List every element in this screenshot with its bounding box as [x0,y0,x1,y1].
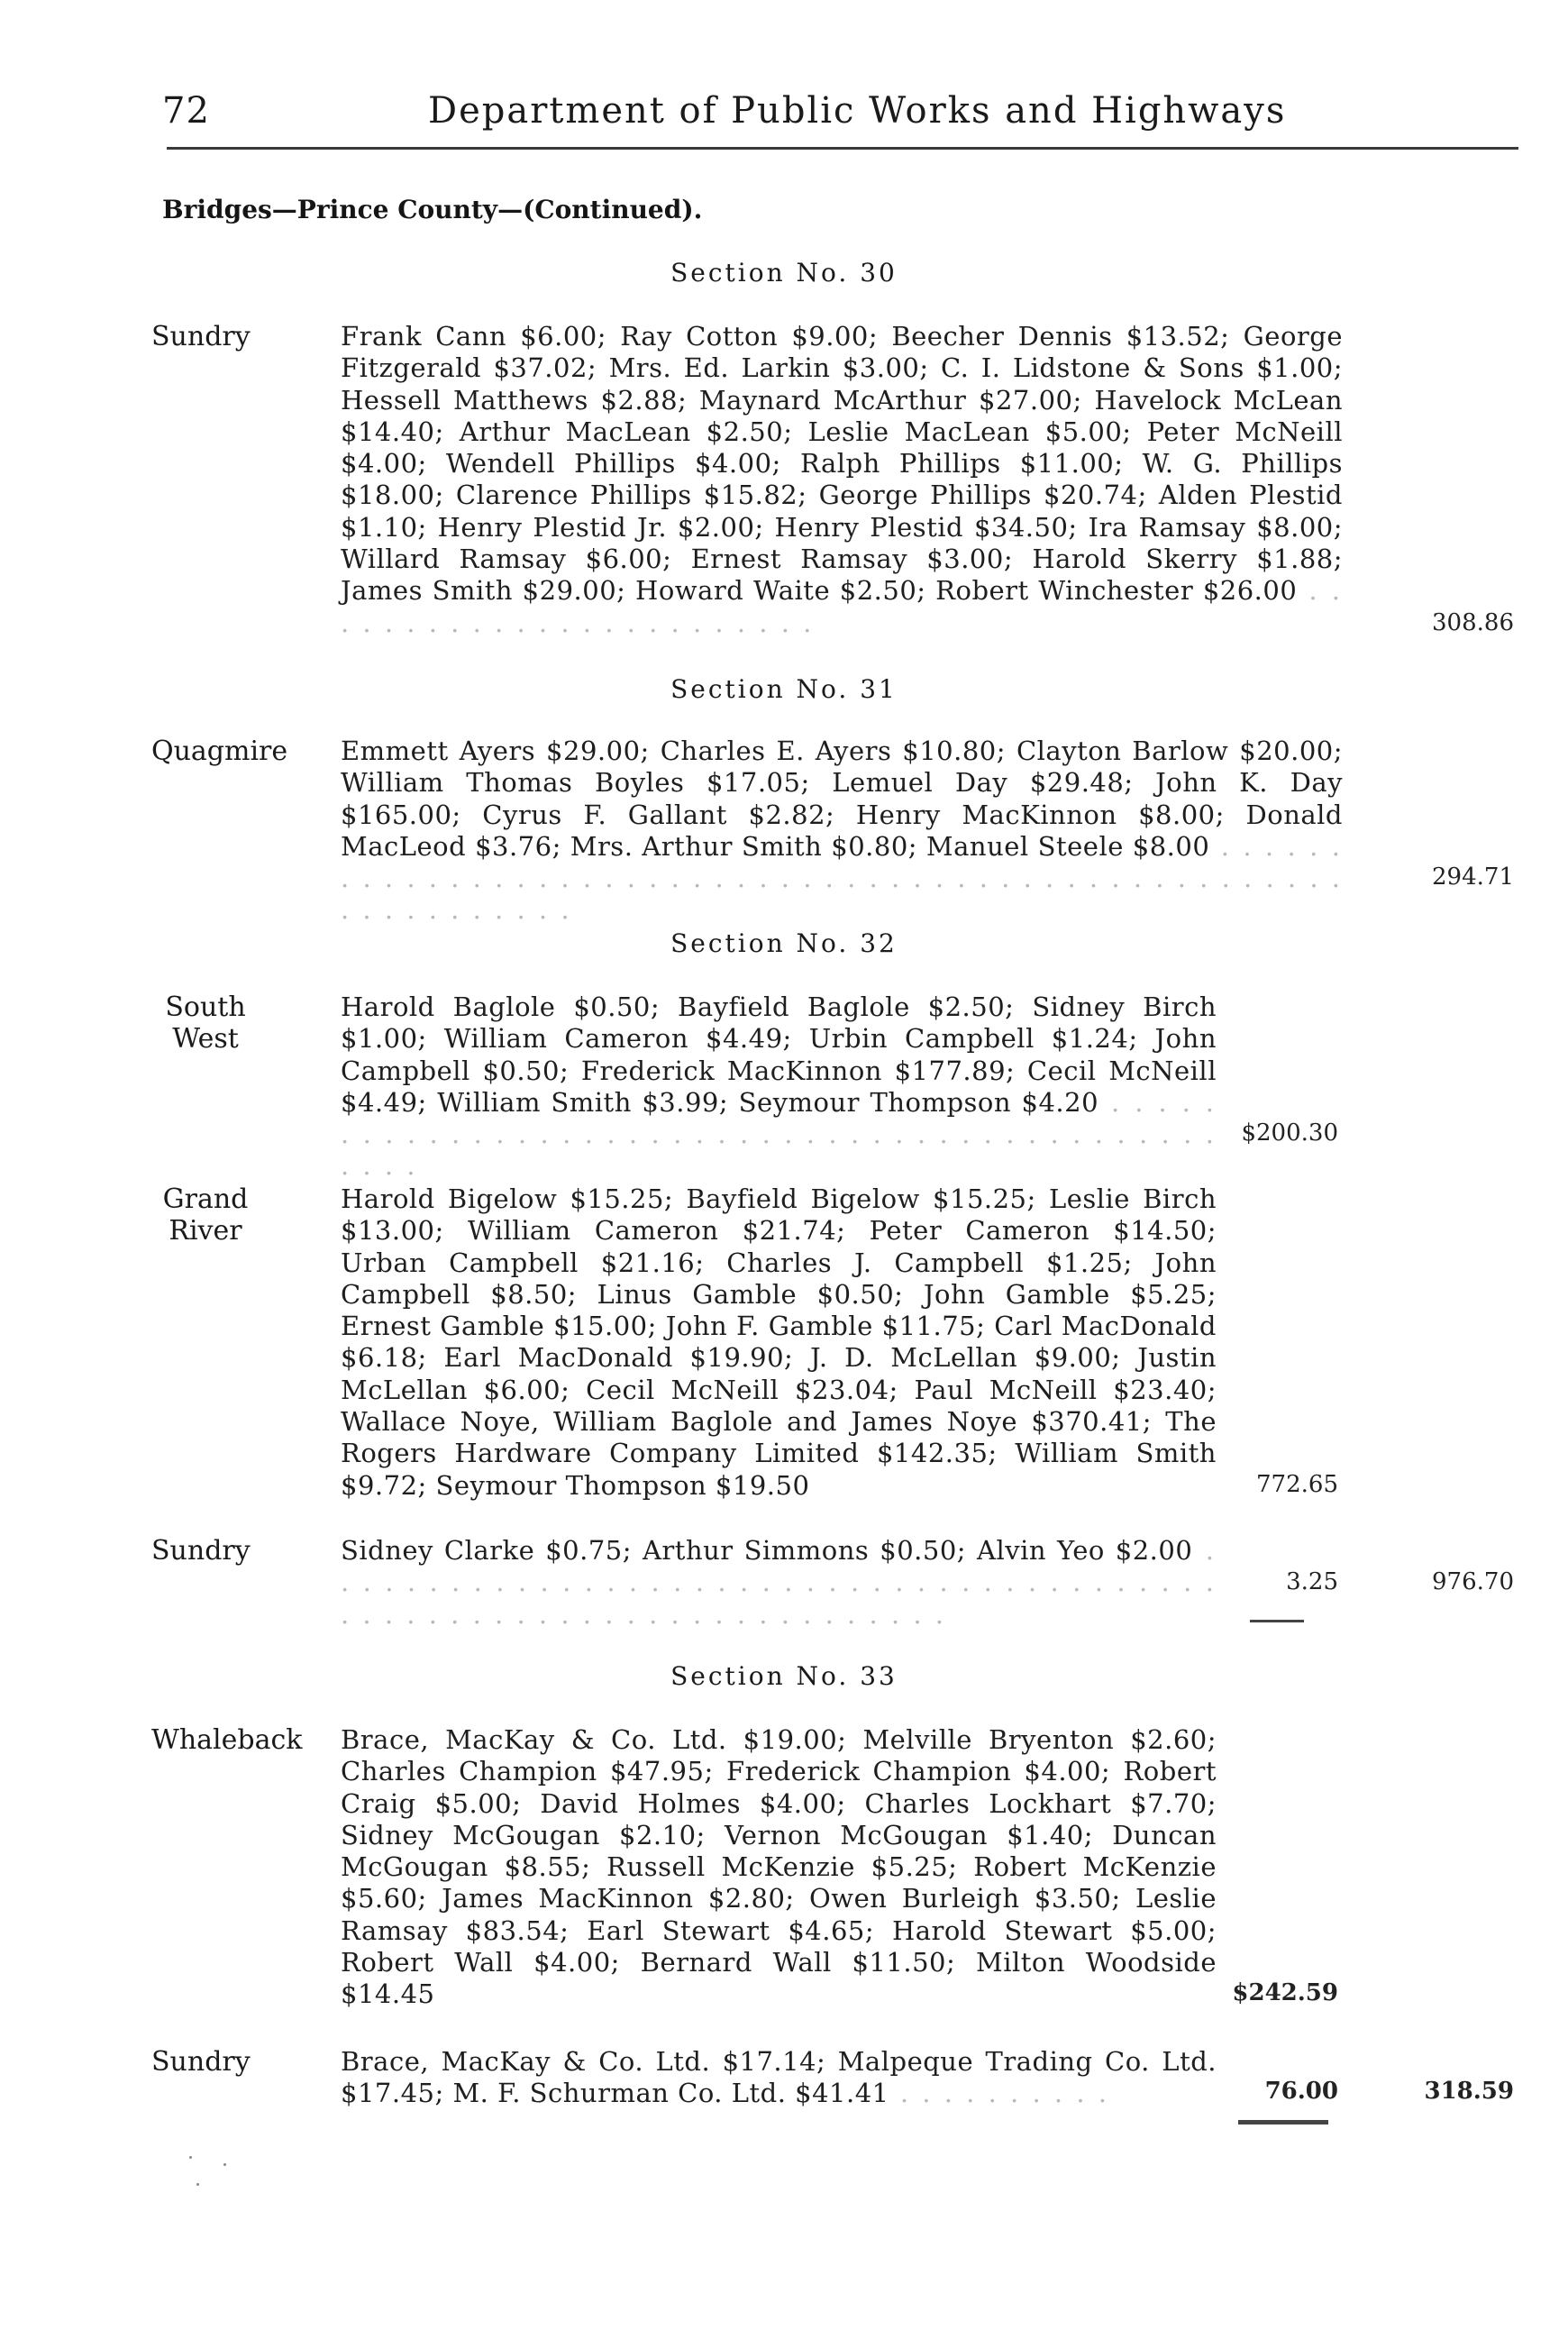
section-heading: Section No. 31 [670,674,898,704]
subtotal-amount: $200.30 [1241,1119,1338,1147]
page-header [162,90,1514,144]
leader-dots: . . . . . . . . . . . . . . . . . . . . . . . . . . . . . . . . . . . . . . . . . . . . . . . . . [341,1086,1217,1182]
location-label: Quagmire [151,736,288,767]
header-rule [167,147,1518,150]
running-title: Department of Public Works and Highways [428,90,1287,132]
location-label: Grand River [162,1183,249,1247]
payee-list: Brace, MacKay & Co. Ltd. $19.00; Melville Bryenton $2.60; Charles Champion $47.95; Frederick Champion $4.00; Robert Craig $5.00; David Holmes $4.00; Charles Lockhart $7.70; Sidney McGougan $2.10; Vernon McGougan $1.40; Duncan McGougan $8.55; Russell McKenzie $5.25; Robert McKenzie $5.60; James MacKinnon $2.80; Owen Burleigh $3.50; Leslie Ramsay $83.54; Earl Stewart $4.65; Harold Stewart $5.00; Robert Wall $4.00; Bernard Wall $11.50; Milton Woodside $14.45 [341,1724,1217,2010]
sum-rule [1250,1620,1304,1622]
leader-dots: . . . . . . . . . . . . . . . . . . . . . . . . . . . . . . . . . . . . . . . . . . . . . . . . . . . . . . . . . . . . . . . [341,830,1343,926]
leader-dots: . . . . . . . . . . . . . . . . . . . . . . . . [341,575,1343,638]
section-heading: Section No. 30 [670,258,898,288]
section-heading: Section No. 32 [670,928,898,958]
payee-list: Sidney Clarke $0.75; Arthur Simmons $0.50; Alvin Yeo $2.00 . . . . . . . . . . . . . . . . . . . . . . . . . . . . . . . . . . . . . . . . . . . . . . . . . . . . . . . . . . . . . . . . . . . . . [341,1535,1217,1630]
sum-rule [1238,2120,1328,2124]
page-number: 72 [162,90,210,132]
payee-list: Harold Bigelow $15.25; Bayfield Bigelow $15.25; Leslie Birch $13.00; William Cameron $21.74; Peter Cameron $14.50; Urban Campbell $21.16; Charles J. Campbell $1.25; John Campbell $8.50; Linus Gamble $0.50; John Gamble $5.25; Ernest Gamble $15.00; John F. Gamble $11.75; Carl MacDonald $6.18; Earl MacDonald $19.90; J. D. McLellan $9.00; Justin McLellan $6.00; Cecil McNeill $23.04; Paul McNeill $23.40; Wallace Noye, William Baglole and James Noye $370.41; The Rogers Hardware Company Limited $142.35; William Smith $9.72; Seymour Thompson $19.50 [341,1183,1217,1501]
payee-list: Harold Baglole $0.50; Bayfield Baglole $2.50; Sidney Birch $1.00; William Cameron $4.49; Urbin Campbell $1.24; John Campbell $0.50; Frederick MacKinnon $177.89; Cecil McNeill $4.49; William Smith $3.99; Seymour Thompson $4.20 . . . . . . . . . . . . . . . . . . . . . . . . . . . . . . . . . . . . . . . . . . . . . . . . . [341,991,1217,1182]
section-total: 308.86 [1432,609,1514,636]
scan-speck [223,2163,226,2166]
payee-list: Emmett Ayers $29.00; Charles E. Ayers $10.80; Clayton Barlow $20.00; William Thomas Boyles $17.05; Lemuel Day $29.48; John K. Day $165.00; Cyrus F. Gallant $2.82; Henry MacKinnon $8.00; Donald MacLeod $3.76; Mrs. Arthur Smith $0.80; Manuel Steele $8.00 . . . . . . . . . . . . . . . . . . . . . . . . . . . . . . . . . . . . . . . . . . . . . . . . . . . . . . . . . . . . . . . [341,736,1343,926]
section-total: 976.70 [1432,1568,1514,1595]
leader-dots: . . . . . . . . . . . . . . . . . . . . . . . . . . . . . . . . . . . . . . . . . . . . . . . . . . . . . . . . . . . . . . . . . . . . . [341,1535,1217,1630]
location-label: Whaleback [151,1724,303,1756]
subtotal-amount: 76.00 [1264,2078,1338,2105]
location-label: Sundry [151,321,251,352]
location-label: Sundry [151,2046,251,2078]
location-label: Sundry [151,1535,251,1567]
payee-list: Brace, MacKay & Co. Ltd. $17.14; Malpeque Trading Co. Ltd. $17.45; M. F. Schurman Co. Ltd. $41.41 . . . . . . . . . . [341,2046,1217,2109]
subtotal-amount: $242.59 [1232,1979,1338,2006]
scan-speck [196,2183,199,2186]
section-total: 294.71 [1432,863,1514,891]
payee-list: Frank Cann $6.00; Ray Cotton $9.00; Beecher Dennis $13.52; George Fitzgerald $37.02; Mrs. Ed. Larkin $3.00; C. I. Lidstone & Sons $1.00; Hessell Matthews $2.88; Maynard McArthur $27.00; Havelock McLean $14.40; Arthur MacLean $2.50; Leslie MacLean $5.00; Peter McNeill $4.00; Wendell Phillips $4.00; Ralph Phillips $11.00; W. G. Phillips $18.00; Clarence Phillips $15.82; George Phillips $20.74; Alden Plestid $1.10; Henry Plestid Jr. $2.00; Henry Plestid $34.50; Ira Ramsay $8.00; Willard Ramsay $6.00; Ernest Ramsay $3.00; Harold Skerry $1.88; James Smith $29.00; Howard Waite $2.50; Robert Winchester $26.00 . . . . . . . . . . . . . . . . . . . . . . . . [341,321,1343,638]
location-label: South West [165,991,246,1055]
subtotal-amount: 3.25 [1286,1568,1338,1595]
subtotal-amount: 772.65 [1256,1471,1338,1498]
continued-title: Bridges—Prince County—(Continued). [162,195,703,224]
leader-dots: . . . . . . . . . . [889,2078,1109,2109]
section-heading: Section No. 33 [670,1661,898,1691]
scan-speck [189,2156,192,2159]
section-total: 318.59 [1424,2078,1514,2105]
